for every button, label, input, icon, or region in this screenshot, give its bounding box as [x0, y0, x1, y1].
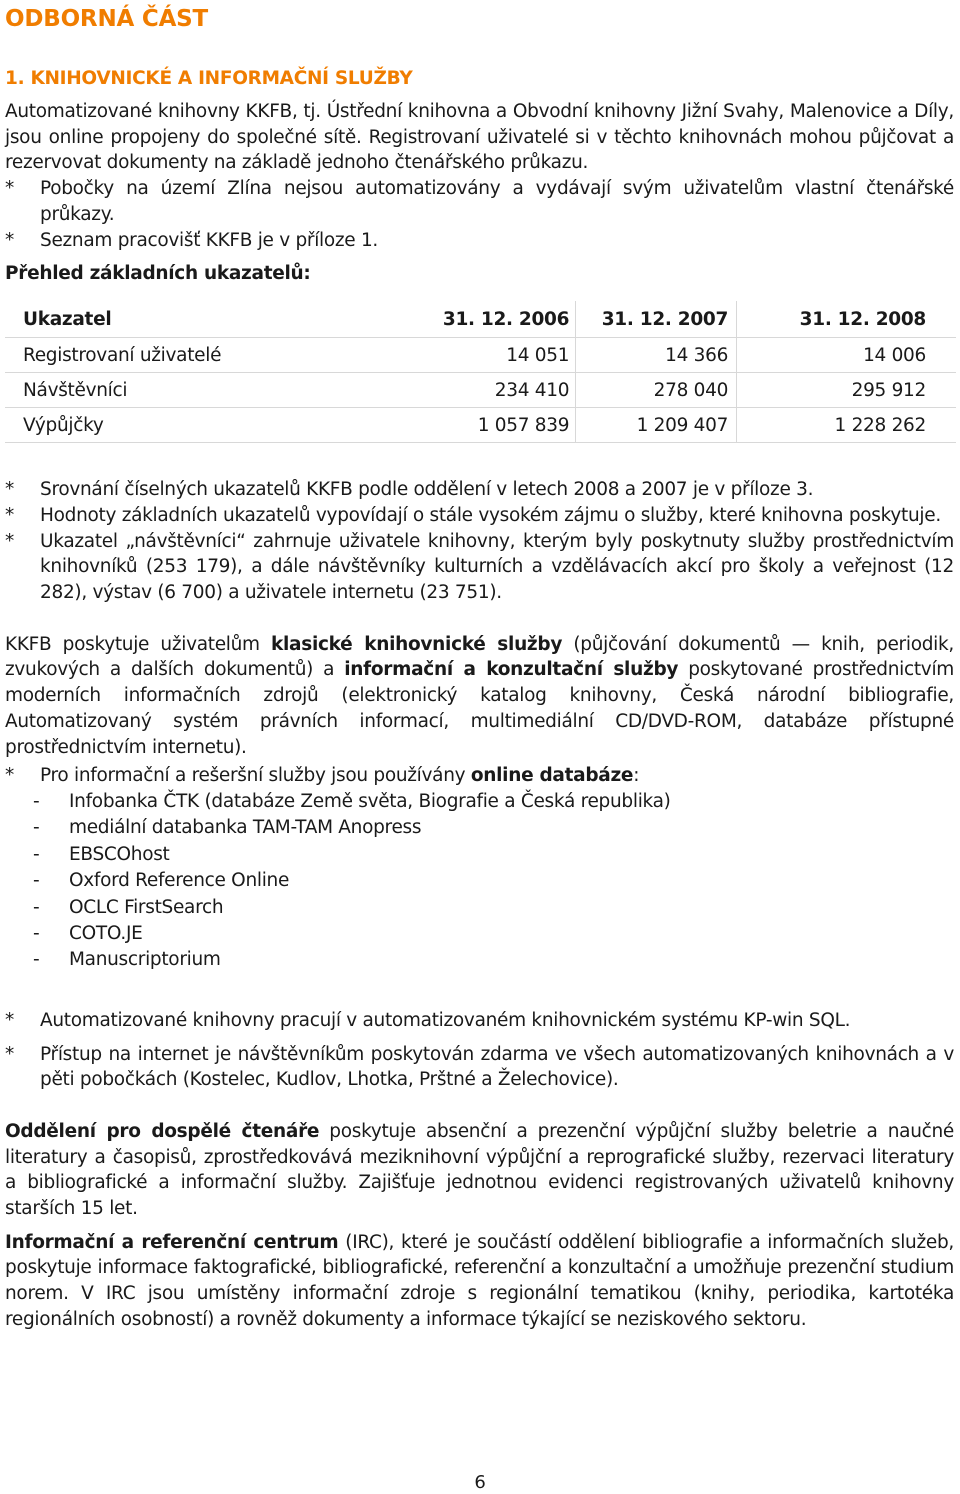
bullet-marker: * — [5, 504, 14, 526]
note-item — [5, 176, 954, 227]
services-paragraph — [5, 632, 954, 761]
list-item — [5, 789, 954, 815]
note-item — [5, 1042, 954, 1093]
note-text — [40, 763, 954, 789]
table-header-cell: 31. 12. 2006 — [420, 301, 576, 338]
bullet-marker: * — [5, 1043, 14, 1065]
table-row — [5, 373, 956, 408]
irc-paragraph — [5, 1230, 954, 1333]
dash-marker: - — [33, 870, 40, 892]
list-item-text: mediální databanka TAM-TAM Anopress — [69, 817, 422, 839]
adult-department-paragraph — [5, 1119, 954, 1222]
table-cell-label: Návštěvníci — [5, 373, 420, 408]
dash-marker: - — [33, 949, 40, 971]
table-header-cell: 31. 12. 2008 — [737, 301, 956, 338]
page-number: 6 — [474, 1472, 486, 1493]
dash-marker: - — [33, 896, 40, 918]
dash-marker: - — [33, 922, 40, 944]
table-cell: 14 051 — [420, 338, 576, 373]
dash-marker: - — [33, 817, 40, 839]
table-cell: 14 006 — [737, 338, 956, 373]
text-run: (půjčování dokumentů — knih, periodik, zvukových a dalších dokumentů) a — [5, 633, 954, 681]
subsection-title: 1. KNIHOVNICKÉ A INFORMAČNÍ SLUŽBY — [5, 68, 413, 89]
list-item-text: Infobanka ČTK (databáze Země světa, Biografie a Česká republika) — [69, 790, 671, 812]
note-text: Hodnoty základních ukazatelů vypovídají o stále vysokém zájmu o služby, které knihovna poskytuje. — [40, 504, 941, 526]
table-cell-label: Výpůjčky — [5, 408, 420, 443]
text-run-bold: Informační a referenční centrum — [5, 1231, 339, 1253]
table-cell: 14 366 — [576, 338, 737, 373]
bullet-marker: * — [5, 1009, 14, 1031]
databases-list — [5, 789, 954, 974]
text-run-bold: online databáze — [470, 765, 634, 787]
list-item-text: OCLC FirstSearch — [69, 896, 224, 918]
note-item — [5, 529, 954, 606]
databases-note — [5, 763, 954, 789]
list-item-text: EBSCOhost — [69, 843, 170, 865]
list-item-text: Manuscriptorium — [69, 949, 221, 971]
indicators-table — [5, 301, 956, 443]
text-run: KKFB poskytuje uživatelům — [5, 633, 272, 655]
note-text: Přístup na internet je návštěvníkům poskytován zdarma ve všech automatizovaných knihovnách a v pěti pobočkách (Kostelec, Kudlov, Lhotka, Prštné a Želechovice). — [40, 1043, 954, 1091]
text-run: : — [633, 765, 640, 787]
note-text: Ukazatel „návštěvníci“ zahrnuje uživatele knihovny, kterým byly poskytnuty služby prostřednictvím knihovníků (253 179), a dále návštěvníky kulturních a vzdělávacích akcí pro školy a veřejnost (12 282), výstav (6 700) a uživatele internetu (23 751). — [40, 530, 954, 604]
table-cell: 278 040 — [576, 373, 737, 408]
note-text: Seznam pracovišť KKFB je v příloze 1. — [40, 229, 379, 251]
list-item — [5, 947, 954, 973]
note-text: Automatizované knihovny pracují v automatizovaném knihovnickém systému KP-win SQL. — [40, 1009, 851, 1031]
table-row — [5, 408, 956, 443]
list-item-text: Oxford Reference Online — [69, 870, 290, 892]
section-title: ODBORNÁ ČÁST — [5, 6, 209, 32]
intro-paragraph: Automatizované knihovny KKFB, tj. Ústřední knihovna a Obvodní knihovny Jižní Svahy, Malenovice a Díly, jsou online propojeny do společné sítě. Registrovaní uživatelé si v těchto knihovnách mohou půjčovat a rezervovat dokumenty na základě jednoho čtenářského průkazu. — [5, 101, 954, 174]
note-item — [5, 228, 954, 254]
text-run-bold: klasické knihovnické služby — [271, 633, 563, 655]
table-cell-label: Registrovaní uživatelé — [5, 338, 420, 373]
document-page — [5, 4, 954, 1333]
text-run: poskytuje absenční a prezenční výpůjční služby beletrie a naučné literatury a časopisů, zprostředkovává meziknihovní výpůjční a reprografické služby, rezervaci literatury a bibliografické a informační služby. Zajišťuje jednotnou evidenci registrovaných uživatelů knihovny starších 15 let. — [5, 1120, 954, 1220]
note-item — [5, 1008, 954, 1034]
list-item — [5, 815, 954, 841]
bullet-marker: * — [5, 530, 14, 552]
table-cell: 295 912 — [737, 373, 956, 408]
list-item-text: COTO.JE — [69, 922, 143, 944]
list-item — [5, 921, 954, 947]
dash-marker: - — [33, 843, 40, 865]
table-cell: 1 228 262 — [737, 408, 956, 443]
bullet-marker: * — [5, 479, 14, 501]
list-item — [5, 895, 954, 921]
text-run-bold: Oddělení pro dospělé čtenáře — [5, 1120, 320, 1142]
bullet-marker: * — [5, 229, 14, 251]
table-header-cell: Ukazatel — [5, 301, 420, 338]
list-item — [5, 842, 954, 868]
text-run: Pro informační a rešeršní služby jsou používány — [40, 765, 471, 787]
note-text: Pobočky na území Zlína nejsou automatizovány a vydávají svým uživatelům vlastní čtenářské průkazy. — [40, 178, 954, 225]
list-item — [5, 868, 954, 894]
text-run: poskytované prostřednictvím moderních informačních zdrojů (elektronický katalog knihovny, Česká národní bibliografie, Automatizovaný systém právních informací, multimediální CD/DVD-ROM, databáze přístupné prostřednictvím internetu). — [5, 659, 954, 758]
table-row — [5, 338, 956, 373]
table-cell: 1 209 407 — [576, 408, 737, 443]
text-run-bold: informační a konzultační služby — [344, 659, 679, 681]
table-header-row — [5, 301, 956, 338]
note-item — [5, 477, 954, 503]
dash-marker: - — [33, 790, 40, 812]
table-cell: 1 057 839 — [420, 408, 576, 443]
note-text: Srovnání číselných ukazatelů KKFB podle oddělení v letech 2008 a 2007 je v příloze 3. — [40, 479, 814, 501]
bullet-marker: * — [5, 765, 14, 787]
table-heading: Přehled základních ukazatelů: — [5, 263, 311, 285]
table-header-cell: 31. 12. 2007 — [576, 301, 737, 338]
table-cell: 234 410 — [420, 373, 576, 408]
bullet-marker: * — [5, 178, 14, 200]
text-run: (IRC), které je součástí oddělení bibliografie a informačních služeb, poskytuje informace faktografické, bibliografické, referenční a konzultační a umožňuje prezenční studium norem. V IRC jsou umístěny informační zdroje s regionální tematikou (knihy, periodika, kartotéka regionálních osobností) a rovněž dokumenty a informace týkající se neziskového sektoru. — [5, 1231, 954, 1330]
note-item — [5, 503, 954, 529]
